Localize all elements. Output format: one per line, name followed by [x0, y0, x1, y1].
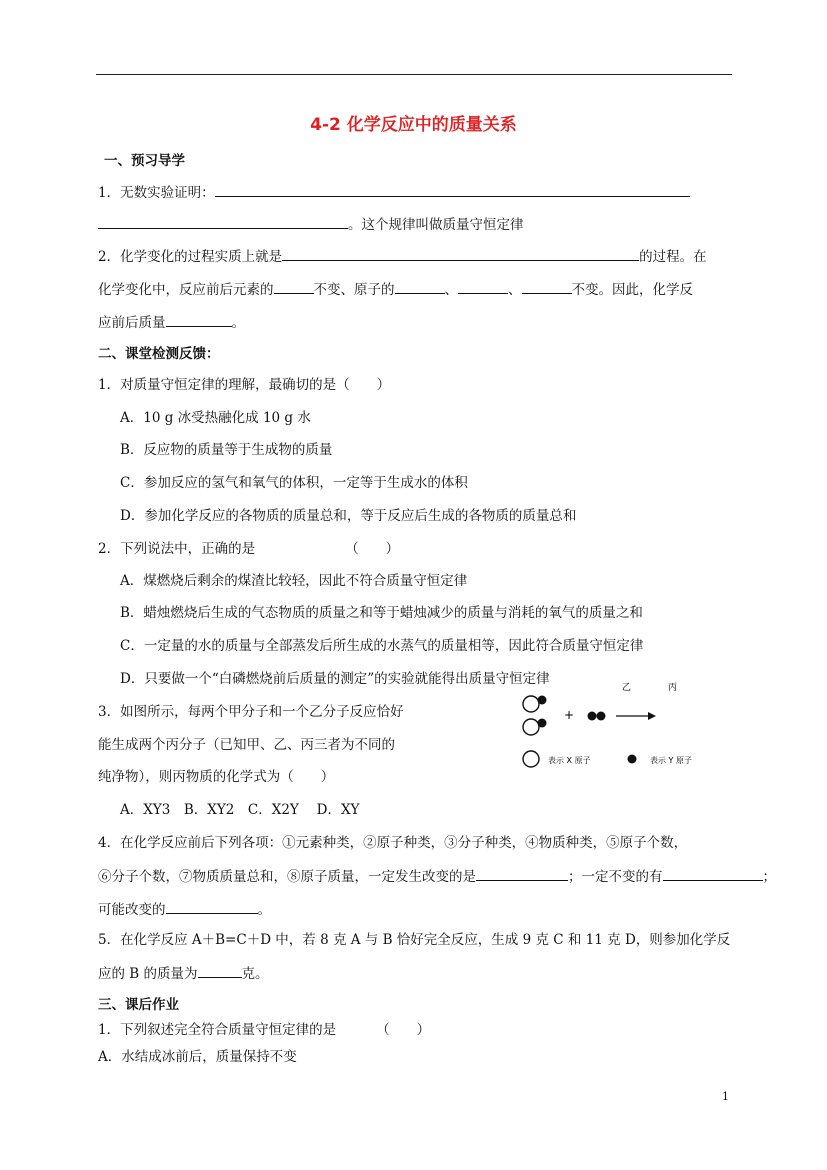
- legend-y-atom: [628, 755, 637, 764]
- header-rule: [96, 74, 732, 75]
- preview-q2-line1: 2．化学变化的过程实质上就是 的过程。在: [98, 246, 707, 266]
- answer-blank[interactable]: [476, 866, 568, 881]
- homework-q1: 1．下列叙述完全符合质量守恒定律的是 （ ）: [98, 1022, 431, 1038]
- section-check: 二、课堂检测反馈：: [98, 346, 220, 362]
- check-q1-option-a: A．10 g 冰受热融化成 10 g 水: [120, 410, 311, 426]
- section-homework: 三、课后作业: [98, 997, 179, 1013]
- legend-x-text: 表示 X 原子: [548, 756, 591, 765]
- check-q4-line1: 4．在化学反应前后下列各项：①元素种类，②原子种类，③分子种类，④物质种类，⑤原子个数，: [98, 835, 688, 851]
- answer-blank[interactable]: [274, 279, 314, 294]
- check-q5-line1: 5．在化学反应 A＋B=C＋D 中，若 8 克 A 与 B 恰好完全反应，生成 9 克 C 和 11 克 D，则参加化学反: [98, 932, 731, 948]
- check-q1: 1．对质量守恒定律的理解，最确切的是（ ）: [98, 377, 391, 393]
- y-atom: [538, 696, 547, 705]
- y-atom: [597, 712, 606, 721]
- preview-q2-line3: 应前后质量 。: [98, 312, 245, 332]
- check-q4-line3: 可能改变的 。: [98, 899, 271, 919]
- check-q1-option-b: B．反应物的质量等于生成物的质量: [120, 442, 333, 458]
- check-q2-option-b: B．蜡烛燃烧后生成的气态物质的质量之和等于蜡烛减少的质量与消耗的氧气的质量之和: [120, 605, 643, 621]
- answer-blank[interactable]: [166, 899, 258, 914]
- check-q3-line2: 能生成两个丙分子（已知甲、乙、丙三者为不同的: [98, 737, 395, 753]
- molecule-figure: [500, 678, 730, 778]
- figure-label-bing: 丙: [668, 683, 678, 693]
- y-atom: [588, 712, 597, 721]
- answer-blank[interactable]: [395, 279, 445, 294]
- check-q4-line2: ⑥分子个数，⑦物质质量总和，⑧原子质量，一定发生改变的是 ；一定不变的有 ；: [98, 866, 776, 886]
- answer-blank[interactable]: [166, 312, 232, 327]
- page-number: 1: [722, 1090, 729, 1103]
- page-title: 4-2 化学反应中的质量关系: [310, 115, 517, 135]
- legend-y-text: 表示 Y 原子: [650, 756, 692, 765]
- arrow-head-icon: [648, 712, 656, 720]
- check-q1-option-d: D．参加化学反应的各物质的质量总和，等于反应后生成的各物质的质量总和: [120, 508, 577, 524]
- check-q1-option-c: C．参加反应的氢气和氧气的体积，一定等于生成水的体积: [120, 475, 468, 491]
- homework-q1-option-a: A．水结成冰前后，质量保持不变: [98, 1049, 297, 1065]
- check-q2: 2．下列说法中，正确的是 （ ）: [98, 541, 400, 557]
- answer-blank[interactable]: [458, 279, 508, 294]
- check-q5-line2: 应的 B 的质量为 克。: [98, 963, 269, 983]
- answer-blank[interactable]: [522, 279, 572, 294]
- answer-blank[interactable]: [663, 866, 763, 881]
- answer-blank[interactable]: [215, 182, 690, 197]
- answer-blank[interactable]: [282, 246, 639, 261]
- figure-label-yi: 乙: [622, 683, 632, 693]
- preview-q2-line2: 化学变化中，反应前后元素的 不变、原子的 、 、 不变。因此，化学反: [98, 279, 693, 299]
- answer-blank[interactable]: [198, 963, 242, 978]
- check-q3-line3: 纯净物），则丙物质的化学式为（ ）: [98, 769, 335, 785]
- preview-q1-line2: 。这个规律叫做质量守恒定律: [98, 214, 524, 234]
- preview-q1-line1: 1．无数实验证明：: [98, 182, 690, 202]
- check-q2-option-a: A．煤燃烧后剩余的煤渣比较轻，因此不符合质量守恒定律: [120, 573, 468, 589]
- legend-x-atom: [523, 751, 539, 767]
- x-atom: [523, 696, 539, 712]
- x-atom: [523, 719, 539, 735]
- check-q3-options: A．XY3 B．XY2 C．X2Y D．XY: [120, 802, 360, 818]
- plus-sign: +: [564, 708, 575, 722]
- check-q2-option-c: C．一定量的水的质量与全部蒸发后所生成的水蒸气的质量相等，因此符合质量守恒定律: [120, 638, 644, 654]
- y-atom: [538, 719, 547, 728]
- section-preview: 一、预习导学: [104, 153, 185, 169]
- check-q3-line1: 3．如图所示，每两个甲分子和一个乙分子反应恰好: [98, 704, 404, 720]
- answer-blank[interactable]: [98, 214, 348, 229]
- check-q2-option-d: D．只要做一个“白磷燃烧前后质量的测定”的实验就能得出质量守恒定律: [120, 671, 550, 687]
- molecule-diagram: [500, 678, 730, 778]
